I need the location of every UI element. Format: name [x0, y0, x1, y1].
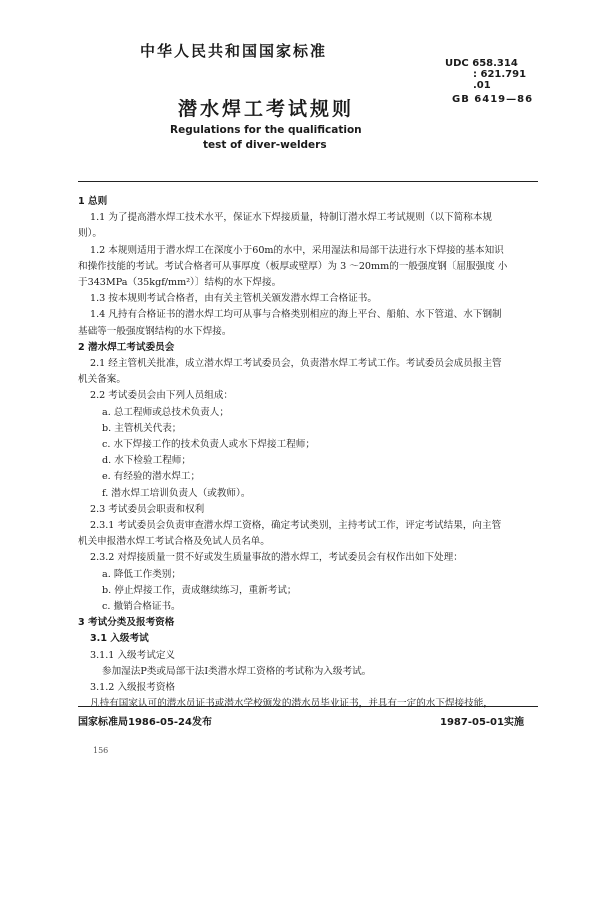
body-line: 凡持有国家认可的潜水员证书或潜水学校颁发的潜水员毕业证书，并具有一定的水下焊接技能， — [90, 698, 493, 710]
standard-number: GB 6419—86 — [452, 94, 534, 105]
udc-line-2: : 621.791 — [473, 69, 527, 80]
body-line: c. 水下焊接工作的技术负责人或水下焊接工程师； — [102, 439, 315, 450]
document-title: 潜水焊工考试规则 — [178, 98, 355, 120]
body-line: 1.4 凡持有合格证书的潜水焊工均可从事与合格类别相应的海上平台、船舶、水下管道、水下钢制 — [90, 309, 502, 321]
body-line: b. 主管机关代表； — [102, 422, 182, 434]
body-line: 参加湿法P类或局部干法Ⅰ类潜水焊工资格的考试称为入级考试。 — [102, 665, 372, 677]
body-line: 则）。 — [78, 228, 102, 240]
body-line: 1.2 本规则适用于潜水焊工在深度小于60m的水中，采用湿法和局部干法进行水下焊接的基本知识 — [90, 244, 504, 256]
page-number: 156 — [93, 746, 109, 755]
section-heading: 1 总则 — [78, 196, 108, 207]
body-line: a. 降低工作类别； — [102, 568, 181, 580]
body-line: c. 撤销合格证书。 — [102, 601, 181, 612]
body-line: f. 潜水焊工培训负责人（或教师）。 — [102, 487, 251, 499]
body-line: 2.1 经主管机关批准，成立潜水焊工考试委员会，负责潜水焊工考试工作。考试委员会成员报主管 — [90, 358, 502, 369]
bottom-rule — [78, 706, 538, 707]
issue-date: 国家标准局1986-05-24发布 — [78, 717, 212, 728]
issuing-organization: 中华人民共和国国家标准 — [140, 42, 328, 60]
body-line: 3.1.2 入级报考资格 — [90, 682, 176, 693]
section-heading: 2 潜水焊工考试委员会 — [78, 341, 175, 353]
body-line: 3.1.1 入级考试定义 — [90, 649, 176, 661]
body-line: a. 总工程师或总技术负责人； — [102, 406, 229, 418]
document-body — [78, 193, 538, 710]
section-heading: 3 考试分类及报考资格 — [78, 617, 175, 629]
body-line: 2.3 考试委员会职责和权利 — [90, 503, 205, 515]
body-line: e. 有经验的潜水焊工； — [102, 471, 201, 483]
body-line: 于343MPa（35kgf/mm²）〕结构的水下焊接。 — [78, 277, 282, 288]
udc-line-3: .01 — [473, 80, 491, 91]
body-line: 和操作技能的考试。考试合格者可从事厚度（板厚或壁厚）为 3 ～20mm的一般强度钢〔屈服强度 小 — [78, 260, 508, 272]
udc-line-1: UDC 658.314 — [445, 58, 518, 69]
body-line: 基础等一般强度钢结构的水下焊接。 — [78, 325, 232, 337]
english-title-line-1: Regulations for the qualification — [170, 124, 362, 136]
body-line: 1.3 按本规则考试合格者，由有关主管机关颁发潜水焊工合格证书。 — [90, 293, 377, 305]
body-line: 2.3.1 考试委员会负责审查潜水焊工资格，确定考试类别，主持考试工作，评定考试结果，向主管 — [90, 520, 502, 531]
body-line: 机关申报潜水焊工考试合格及免试人员名单。 — [78, 536, 270, 548]
body-line: b. 停止焊接工作，责成继续练习，重新考试； — [102, 584, 297, 596]
effective-date: 1987-05-01实施 — [440, 717, 524, 728]
body-line: 2.3.2 对焊接质量一贯不好或发生质量事故的潜水焊工，考试委员会有权作出如下处理： — [90, 552, 463, 564]
body-line: 2.2 考试委员会由下列人员组成： — [90, 390, 234, 402]
body-line: 机关备案。 — [78, 374, 126, 386]
english-title-line-2: test of diver-welders — [203, 139, 327, 151]
udc-classification — [445, 58, 526, 91]
top-rule — [78, 181, 538, 182]
body-line: 1.1 为了提高潜水焊工技术水平，保证水下焊接质量，特制订潜水焊工考试规则（以下简称本规 — [90, 212, 493, 224]
section-heading: 3.1 入级考试 — [90, 633, 149, 645]
body-line: d. 水下检验工程师； — [102, 455, 191, 467]
